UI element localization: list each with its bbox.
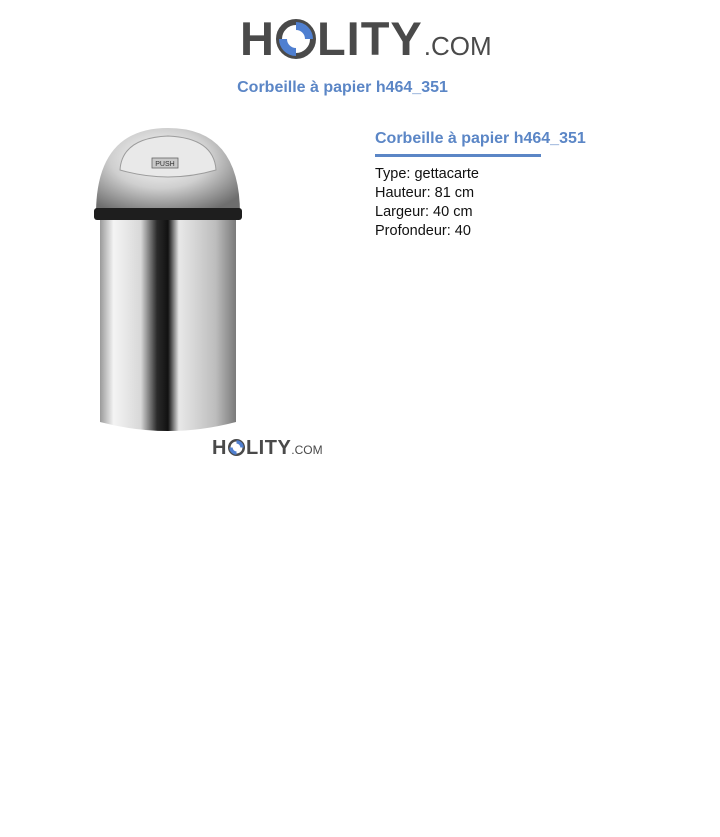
logo-letter-h: H <box>240 12 275 65</box>
product-image <box>88 122 248 442</box>
site-logo[interactable] <box>240 14 492 64</box>
logo-o-icon <box>276 19 316 59</box>
product-info <box>375 130 586 241</box>
watermark-letter-h: H <box>212 437 227 459</box>
logo-letters-lity: LITY <box>316 12 423 65</box>
spec-depth: Profondeur: 40 <box>375 223 471 239</box>
watermark-letters-lity: LITY <box>245 437 292 459</box>
spec-type: Type: gettacarte <box>375 166 479 182</box>
spec-width: Largeur: 40 cm <box>375 204 473 220</box>
title-underline <box>375 154 541 157</box>
lid-push-label: PUSH <box>155 161 175 168</box>
watermark-o-icon <box>228 439 245 456</box>
spec-height: Hauteur: 81 cm <box>375 185 475 201</box>
watermark-suffix: .COM <box>291 443 323 457</box>
page-title: Corbeille à papier h464_351 <box>237 79 448 96</box>
logo-suffix: .COM <box>423 31 492 61</box>
product-title: Corbeille à papier h464_351 <box>375 130 586 147</box>
watermark-logo <box>212 437 323 460</box>
